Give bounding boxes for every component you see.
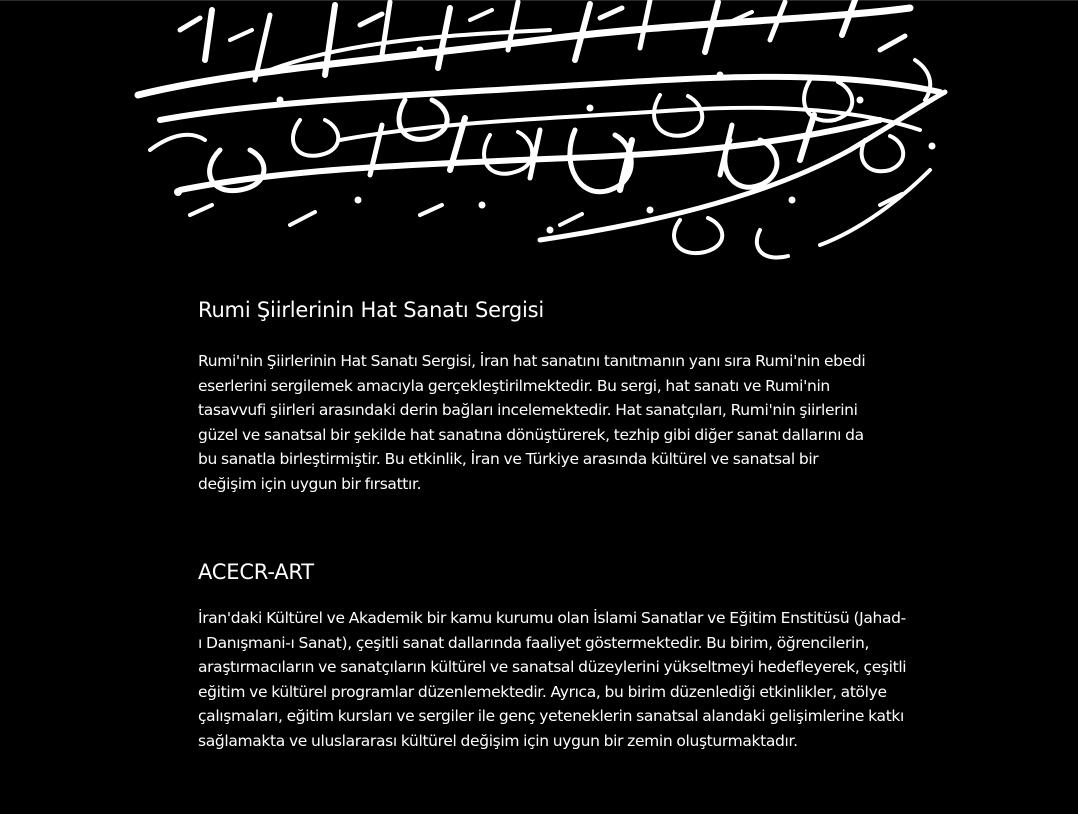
exhibition-section [198, 297, 918, 496]
organization-section [198, 559, 918, 753]
exhibition-description: Rumi'nin Şiirlerinin Hat Sanatı Sergisi, İran hat sanatını tanıtmanın yanı sıra Rumi'nin ebedi eserlerini sergilemek amacıyla gerçekleştirilmektedir. Bu sergi, hat sanatı ve Rumi'nin tasavvufi şiirleri arasındaki derin bağları incelemektedir. Hat sanatçıları, Rumi'nin şiirlerini güzel ve sanatsal bir şekilde hat sanatına dönüştürerek, tezhip gibi diğer sanat dallarını da bu sanatla birleştirmiştir. Bu etkinlik, İran ve Türkiye arasında kültürel ve sanatsal bir değişim için uygun bir fırsattır. [198, 352, 866, 493]
calligraphy-artwork-icon [120, 0, 960, 270]
organization-description: İran'daki Kültürel ve Akademik bir kamu kurumu olan İslami Sanatlar ve Eğitim Enstitüsü (Jahad-ı Danışmani-ı Sanat), çeşitli sanat dallarında faaliyet göstermektedir. Bu birim, öğrencilerin, araştırmacıların ve sanatçıların kültürel ve sanatsal düzeylerini yükseltmeyi hedefleyerek, çeşitli eğitim ve kültürel programlar düzenlemektedir. Ayrıca, bu birim düzenlediği etkinlikler, atölye çalışmaları, eğitim kursları ve sergiler ile genç yeteneklerin sanatsal alandaki gelişimlerine katkı sağlamakta ve uluslararası kültürel değişim için uygun bir zemin oluşturmaktadır. [198, 609, 907, 750]
exhibition-title: Rumi Şiirlerinin Hat Sanatı Sergisi [198, 298, 545, 322]
organization-title: ACECR-ART [198, 560, 314, 584]
